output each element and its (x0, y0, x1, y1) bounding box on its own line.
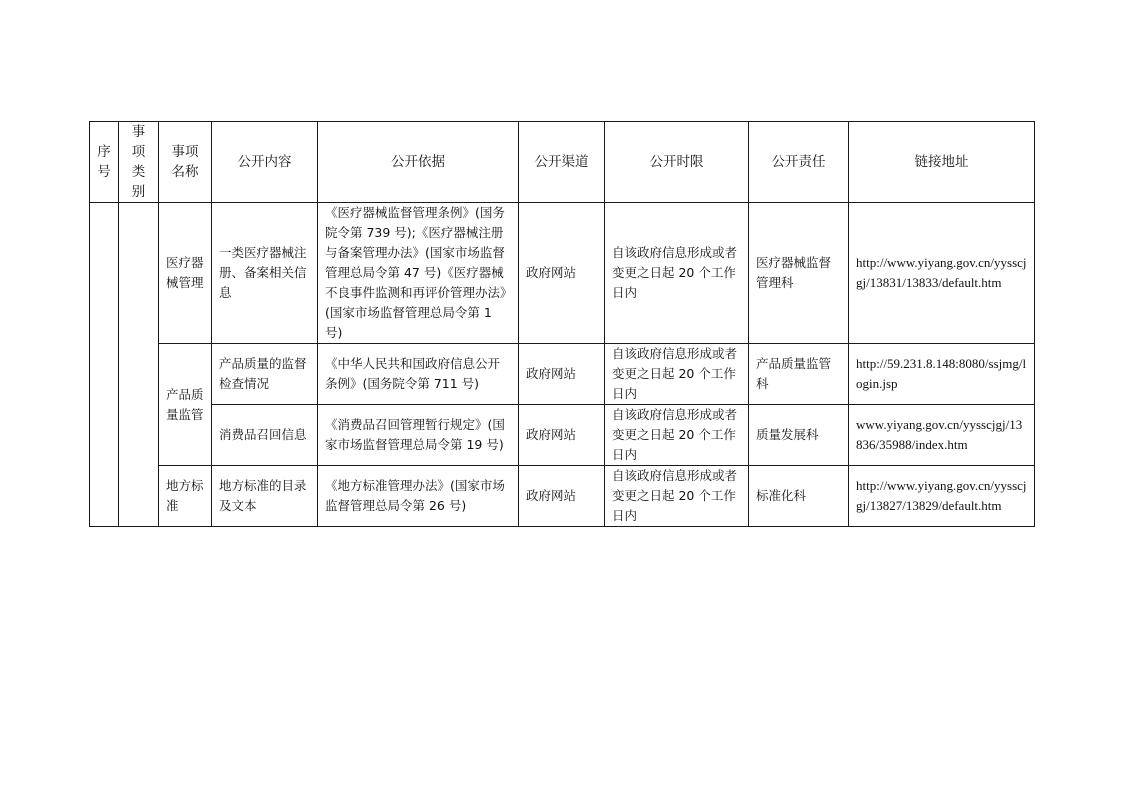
header-responsibility: 公开责任 (749, 122, 849, 203)
header-channel: 公开渠道 (519, 122, 605, 203)
table-row (90, 203, 1035, 344)
basis-cell: 《医疗器械监督管理条例》(国务院令第 739 号);《医疗器械注册与备案管理办法》(国家市场监督管理总局令第 47 号)《医疗器械不良事件监测和再评价管理办法》(国家市场监督管理总局令第 1 号) (318, 203, 519, 344)
category-cell (119, 203, 159, 527)
responsibility-cell: 产品质量监管科 (749, 344, 849, 405)
header-category: 事项类别 (119, 122, 159, 203)
link-cell (849, 466, 1035, 527)
basis-cell: 《消费品召回管理暂行规定》(国家市场监督管理总局令第 19 号) (318, 405, 519, 466)
channel-cell: 政府网站 (519, 203, 605, 344)
responsibility-cell: 医疗器械监督管理科 (749, 203, 849, 344)
header-time-limit: 公开时限 (605, 122, 749, 203)
table-row (90, 405, 1035, 466)
header-item-name: 事项名称 (159, 122, 212, 203)
basis-cell: 《中华人民共和国政府信息公开条例》(国务院令第 711 号) (318, 344, 519, 405)
channel-cell: 政府网站 (519, 466, 605, 527)
item-name-cell: 医疗器械管理 (159, 203, 212, 344)
channel-cell: 政府网站 (519, 405, 605, 466)
content-cell: 产品质量的监督检查情况 (212, 344, 318, 405)
channel-cell: 政府网站 (519, 344, 605, 405)
time-limit-cell: 自该政府信息形成或者变更之日起 20 个工作日内 (605, 344, 749, 405)
disclosure-table (89, 121, 1035, 527)
link-cell (849, 203, 1035, 344)
header-seq: 序号 (90, 122, 119, 203)
item-name-cell: 地方标准 (159, 466, 212, 527)
link-url[interactable]: http://www.yiyang.gov.cn/yysscjgj/13831/13833/default.htm (856, 255, 1027, 290)
content-cell: 一类医疗器械注册、备案相关信息 (212, 203, 318, 344)
link-cell (849, 344, 1035, 405)
link-url[interactable]: http://59.231.8.148:8080/ssjmg/login.jsp (856, 356, 1027, 391)
content-cell: 消费品召回信息 (212, 405, 318, 466)
table-row (90, 344, 1035, 405)
link-url[interactable]: http://www.yiyang.gov.cn/yysscjgj/13827/13829/default.htm (856, 478, 1027, 513)
header-row (90, 122, 1035, 203)
item-name-cell: 产品质量监管 (159, 344, 212, 466)
header-link: 链接地址 (849, 122, 1035, 203)
seq-cell (90, 203, 119, 527)
responsibility-cell: 标准化科 (749, 466, 849, 527)
table-row (90, 466, 1035, 527)
link-url[interactable]: www.yiyang.gov.cn/yysscjgj/13836/35988/index.htm (856, 417, 1023, 452)
time-limit-cell: 自该政府信息形成或者变更之日起 20 个工作日内 (605, 466, 749, 527)
link-cell (849, 405, 1035, 466)
basis-cell: 《地方标准管理办法》(国家市场监督管理总局令第 26 号) (318, 466, 519, 527)
time-limit-cell: 自该政府信息形成或者变更之日起 20 个工作日内 (605, 203, 749, 344)
content-cell: 地方标准的目录及文本 (212, 466, 318, 527)
responsibility-cell: 质量发展科 (749, 405, 849, 466)
time-limit-cell: 自该政府信息形成或者变更之日起 20 个工作日内 (605, 405, 749, 466)
header-basis: 公开依据 (318, 122, 519, 203)
header-content: 公开内容 (212, 122, 318, 203)
